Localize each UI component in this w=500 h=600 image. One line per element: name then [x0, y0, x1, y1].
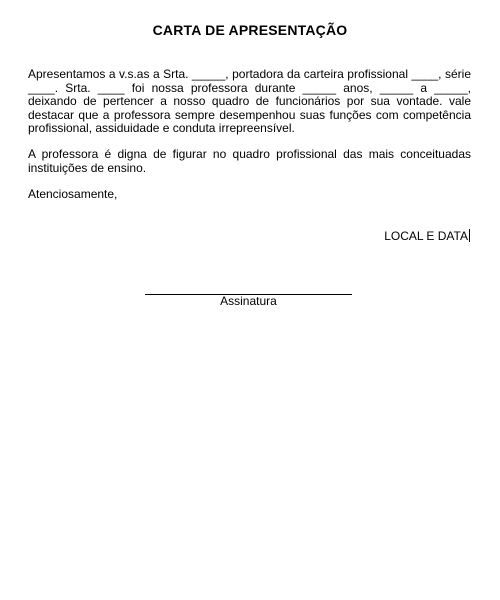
body-paragraph-1: Apresentamos a v.s.as a Srta. _____, portadora da carteira profissional ____, série ____. Srta. ____ foi nossa professora durante _____ anos, _____ a _____, deixando de pertencer a nosso quadro de funcionários por sua vontade. vale destacar que a professora sempre desempenhou suas funções com competência profissional, assiduidade e conduta irrepreensível.	[28, 67, 471, 135]
closing-text: Atenciosamente,	[28, 187, 118, 201]
text-cursor	[469, 229, 470, 242]
signature-label: Assinatura	[220, 294, 277, 308]
body-paragraph-2: A professora é digna de figurar no quadro profissional das mais conceituadas instituições de ensino.	[28, 147, 471, 175]
place-date-line[interactable]	[384, 229, 470, 244]
place-date-text: LOCAL E DATA	[384, 229, 468, 243]
document-title: CARTA DE APRESENTAÇÃO	[152, 22, 348, 38]
